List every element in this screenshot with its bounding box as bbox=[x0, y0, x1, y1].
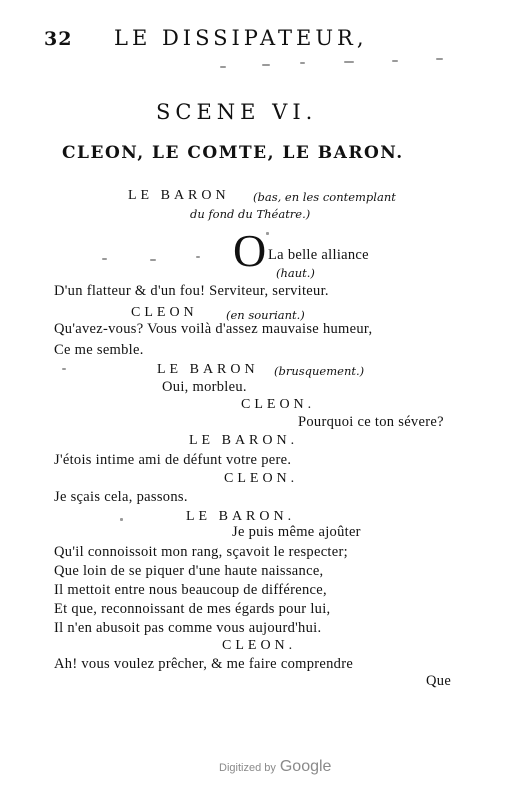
bleed-through-mark bbox=[220, 66, 226, 68]
stage-direction: (bas, en les contemplant bbox=[253, 190, 396, 204]
scene-characters: CLEON, LE COMTE, LE BARON. bbox=[62, 143, 404, 163]
stage-direction: (brusquement.) bbox=[274, 364, 365, 378]
stage-direction: (haut.) bbox=[276, 266, 315, 280]
verse-line: J'étois intime ami de défunt votre pere. bbox=[54, 452, 292, 468]
speaker-label: CLEON bbox=[131, 305, 198, 320]
verse-line: Pourquoi ce ton sévere? bbox=[298, 414, 444, 430]
digitizer-watermark bbox=[219, 758, 331, 776]
speaker-label: CLEON. bbox=[224, 471, 299, 486]
verse-line: Il mettoit entre nous beaucoup de différence, bbox=[54, 582, 327, 598]
verse-line: Ce me semble. bbox=[54, 342, 144, 358]
bleed-through-mark bbox=[266, 232, 269, 235]
digitized-by-text: Digitized by bbox=[219, 762, 276, 774]
running-title: LE DISSIPATEUR, bbox=[114, 26, 368, 50]
google-wordmark: Google bbox=[279, 758, 332, 775]
verse-line: La belle alliance bbox=[268, 247, 369, 263]
speaker-label: CLEON. bbox=[222, 638, 297, 653]
verse-line: D'un flatteur & d'un fou! Serviteur, serviteur. bbox=[54, 283, 329, 299]
verse-line: Je sçais cela, passons. bbox=[54, 489, 188, 505]
bleed-through-mark bbox=[262, 64, 270, 66]
bleed-through-mark bbox=[62, 368, 66, 370]
bleed-through-mark bbox=[150, 259, 156, 261]
verse-line: Ah! vous voulez prêcher, & me faire comprendre bbox=[54, 656, 354, 672]
speaker-label: LE BARON bbox=[128, 188, 230, 203]
speaker-label: CLEON. bbox=[241, 397, 316, 412]
bleed-through-mark bbox=[392, 60, 398, 62]
page-number: 32 bbox=[44, 28, 73, 50]
bleed-through-mark bbox=[120, 518, 123, 521]
verse-line: Il n'en abusoit pas comme vous aujourd'hui. bbox=[54, 620, 322, 636]
verse-line: Que loin de se piquer d'une haute naissance, bbox=[54, 563, 324, 579]
bleed-through-mark bbox=[102, 258, 107, 260]
stage-direction: du fond du Théatre.) bbox=[190, 207, 311, 221]
speaker-label: LE BARON. bbox=[186, 509, 296, 524]
bleed-through-mark bbox=[196, 256, 200, 258]
speaker-label: LE BARON bbox=[157, 362, 259, 377]
bleed-through-mark bbox=[300, 62, 305, 64]
catchword: Que bbox=[426, 673, 452, 689]
verse-line: Et que, reconnoissant de mes égards pour lui, bbox=[54, 601, 331, 617]
scene-title: SCENE VI. bbox=[156, 100, 318, 124]
verse-line: Je puis même ajoûter bbox=[232, 524, 361, 540]
drop-cap: O bbox=[233, 225, 267, 276]
bleed-through-mark bbox=[436, 58, 443, 60]
verse-line: Oui, morbleu. bbox=[162, 379, 247, 395]
bleed-through-mark bbox=[344, 61, 354, 63]
stage-direction: (en souriant.) bbox=[226, 308, 305, 322]
verse-line: Qu'il connoissoit mon rang, sçavoit le respecter; bbox=[54, 544, 348, 560]
verse-line: Qu'avez-vous? Vous voilà d'assez mauvaise humeur, bbox=[54, 321, 373, 337]
speaker-label: LE BARON. bbox=[189, 433, 299, 448]
